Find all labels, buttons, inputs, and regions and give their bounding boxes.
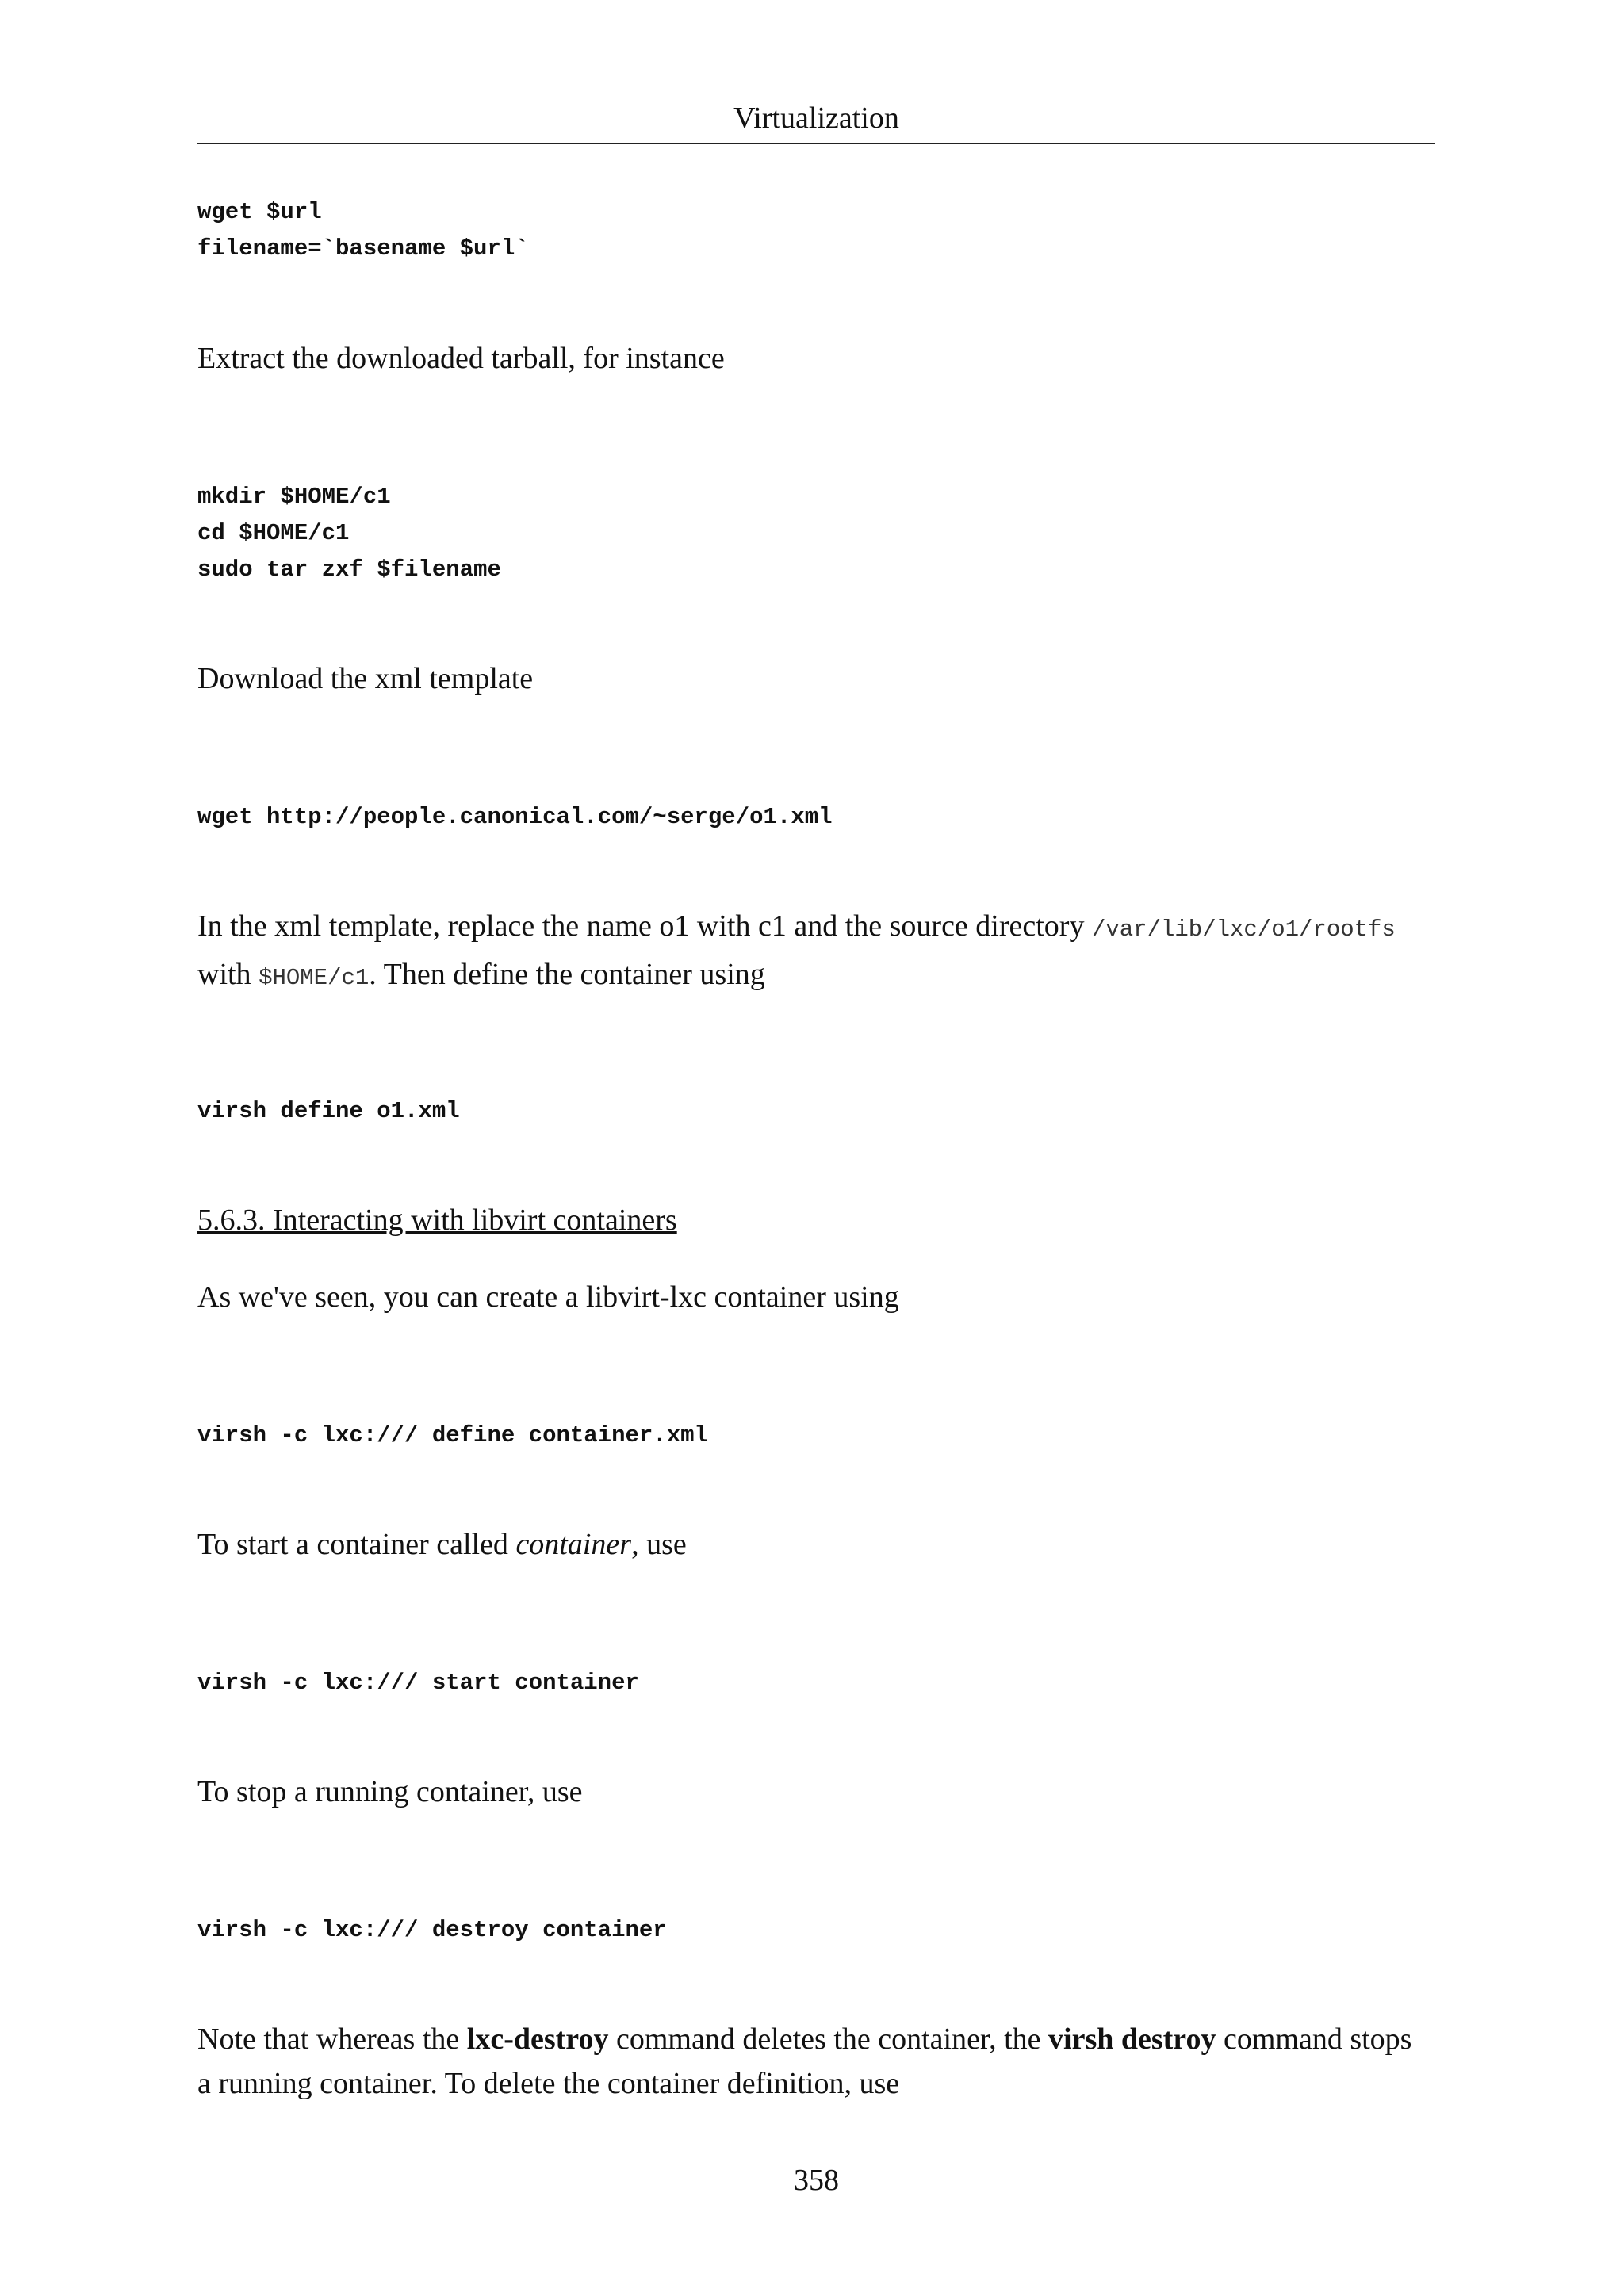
text-run: . Then define the container using (369, 958, 765, 991)
running-header: Virtualization (733, 101, 899, 135)
text-run: with (197, 958, 259, 991)
code-block-define-container (197, 1418, 708, 1454)
code-block-virsh-define (197, 1093, 460, 1130)
section-heading: 5.6.3. Interacting with libvirt containers (197, 1203, 677, 1237)
code-line: sudo tar zxf $filename (197, 557, 501, 583)
code-line: wget $url (197, 199, 322, 225)
text-run: In the xml template, replace the name o1 with c1 and the source directory (197, 909, 1092, 943)
code-line: virsh -c lxc:/// start container (197, 1670, 639, 1696)
text-run: command deletes the container, the (608, 2022, 1049, 2056)
paragraph-replace-name (197, 904, 1396, 1001)
code-block-wget-template (197, 799, 833, 836)
paragraph-extract: Extract the downloaded tarball, for instance (197, 342, 725, 375)
code-line: virsh -c lxc:/// destroy container (197, 1917, 667, 1943)
page-number: 358 (794, 2164, 839, 2197)
text-run: To start a container called (197, 1528, 516, 1561)
inline-code-path: /var/lib/lxc/o1/rootfs (1091, 916, 1396, 943)
text-run: a running container. To delete the container definition, use (197, 2067, 900, 2100)
paragraph-note (197, 2017, 1411, 2106)
code-line: virsh -c lxc:/// define container.xml (197, 1422, 708, 1448)
text-run: , use (631, 1528, 687, 1561)
code-line: filename=`basename $url` (197, 235, 529, 262)
paragraph-start-container (197, 1522, 687, 1567)
paragraph-download-template: Download the xml template (197, 662, 534, 695)
paragraph-stop-container: To stop a running container, use (197, 1775, 583, 1808)
code-block-extract (197, 479, 501, 588)
text-run: command stops (1216, 2022, 1412, 2056)
paragraph-create-container: As we've seen, you can create a libvirt-lxc container using (197, 1280, 899, 1314)
code-line: wget http://people.canonical.com/~serge/o1.xml (197, 804, 833, 830)
inline-code-home: $HOME/c1 (259, 965, 370, 991)
code-block-start-container (197, 1665, 639, 1701)
text-run: Note that whereas the (197, 2022, 467, 2056)
code-line: mkdir $HOME/c1 (197, 484, 391, 510)
emphasis: container (515, 1528, 632, 1561)
bold-term: virsh destroy (1048, 2022, 1216, 2056)
code-line: virsh define o1.xml (197, 1098, 460, 1124)
code-block-download-url (197, 194, 529, 267)
header-rule (197, 143, 1435, 144)
code-block-destroy-container (197, 1912, 667, 1949)
bold-term: lxc-destroy (466, 2022, 609, 2056)
code-line: cd $HOME/c1 (197, 520, 350, 546)
